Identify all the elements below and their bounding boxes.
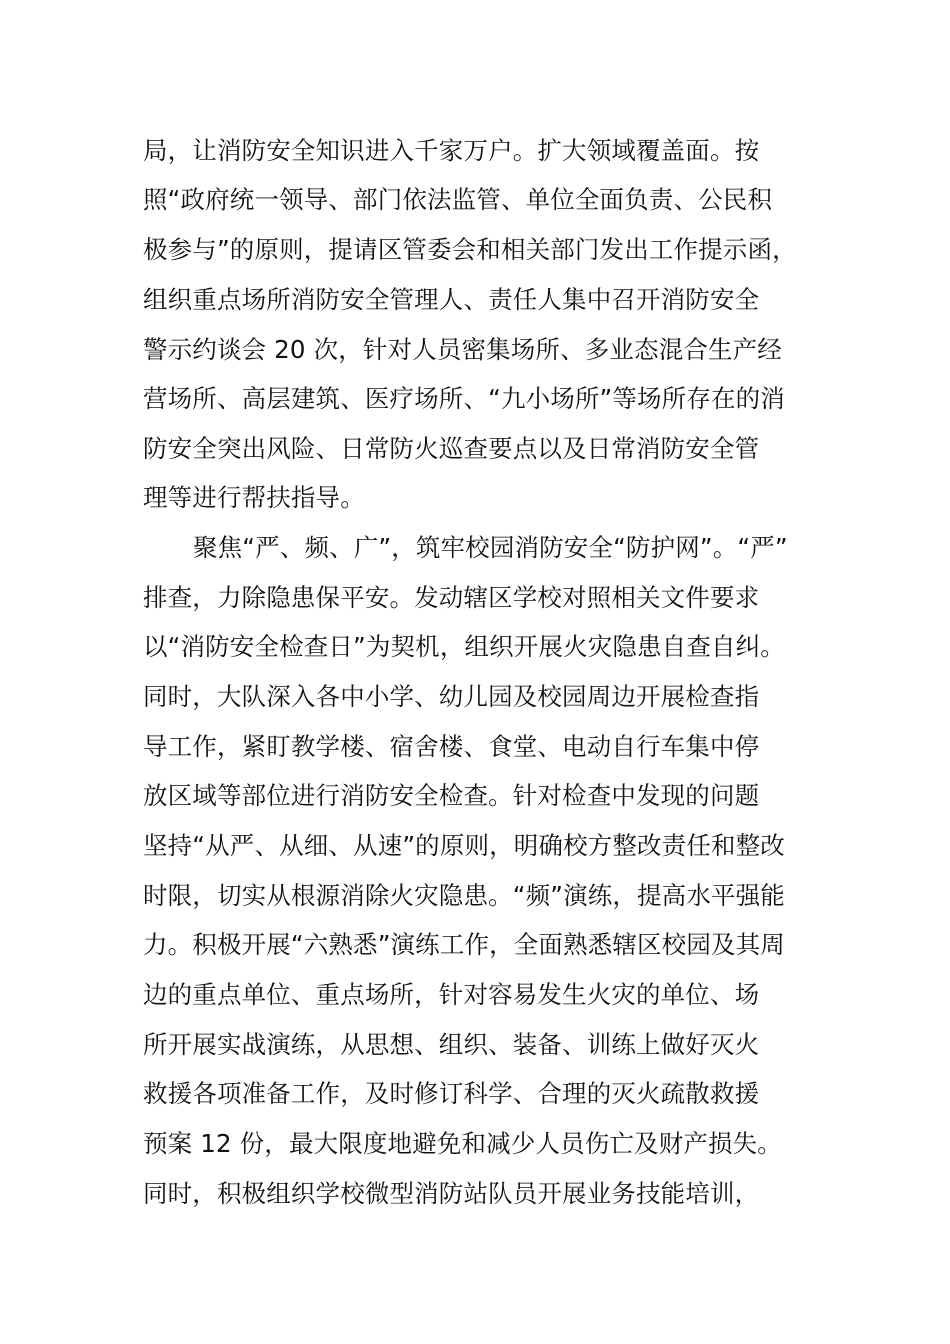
text-line: 组织重点场所消防安全管理人、责任人集中召开消防安全	[143, 285, 760, 314]
paragraph-first-line: 聚焦“严、频、广”，筑牢校园消防安全“防护网”。“严”	[193, 533, 788, 562]
text-line: 同时，大队深入各中小学、幼儿园及校园周边开展检查指	[143, 682, 760, 711]
text-line: 放区域等部位进行消防安全检查。针对检查中发现的问题	[143, 781, 760, 810]
text-line: 同时，积极组织学校微型消防站队员开展业务技能培训，	[143, 1179, 760, 1208]
text-line: 照“政府统一领导、部门依法监管、单位全面负责、公民积	[143, 185, 773, 214]
text-line: 所开展实战演练，从思想、组织、装备、训练上做好灭火	[143, 1030, 760, 1059]
text-line: 时限，切实从根源消除火灾隐患。“频”演练，提高水平强能	[143, 881, 785, 910]
text-line: 极参与”的原则，提请区管委会和相关部门发出工作提示函，	[143, 235, 797, 264]
text-line: 边的重点单位、重点场所，针对容易发生火灾的单位、场	[143, 980, 760, 1009]
text-line: 局，让消防安全知识进入千家万户。扩大领域覆盖面。按	[143, 136, 760, 165]
text-line: 警示约谈会 20 次，针对人员密集场所、多业态混合生产经	[143, 335, 782, 364]
text-line: 救援各项准备工作，及时修订科学、合理的灭火疏散救援	[143, 1079, 760, 1108]
text-line: 坚持“从严、从细、从速”的原则，明确校方整改责任和整改	[143, 831, 785, 860]
text-line: 力。积极开展“六熟悉”演练工作，全面熟悉辖区校园及其周	[143, 930, 785, 959]
text-line: 防安全突出风险、日常防火巡查要点以及日常消防安全管	[143, 434, 760, 463]
text-line: 导工作，紧盯教学楼、宿舍楼、食堂、电动自行车集中停	[143, 732, 760, 761]
text-line: 以“消防安全检查日”为契机，组织开展火灾隐患自查自纠。	[143, 632, 785, 661]
text-line: 预案 12 份，最大限度地避免和减少人员伤亡及财产损失。	[143, 1129, 782, 1158]
text-line: 营场所、高层建筑、医疗场所、“九小场所”等场所存在的消	[143, 384, 785, 413]
text-line: 理等进行帮扶指导。	[143, 483, 365, 512]
text-line: 排查，力除隐患保平安。发动辖区学校对照相关文件要求	[143, 583, 760, 612]
